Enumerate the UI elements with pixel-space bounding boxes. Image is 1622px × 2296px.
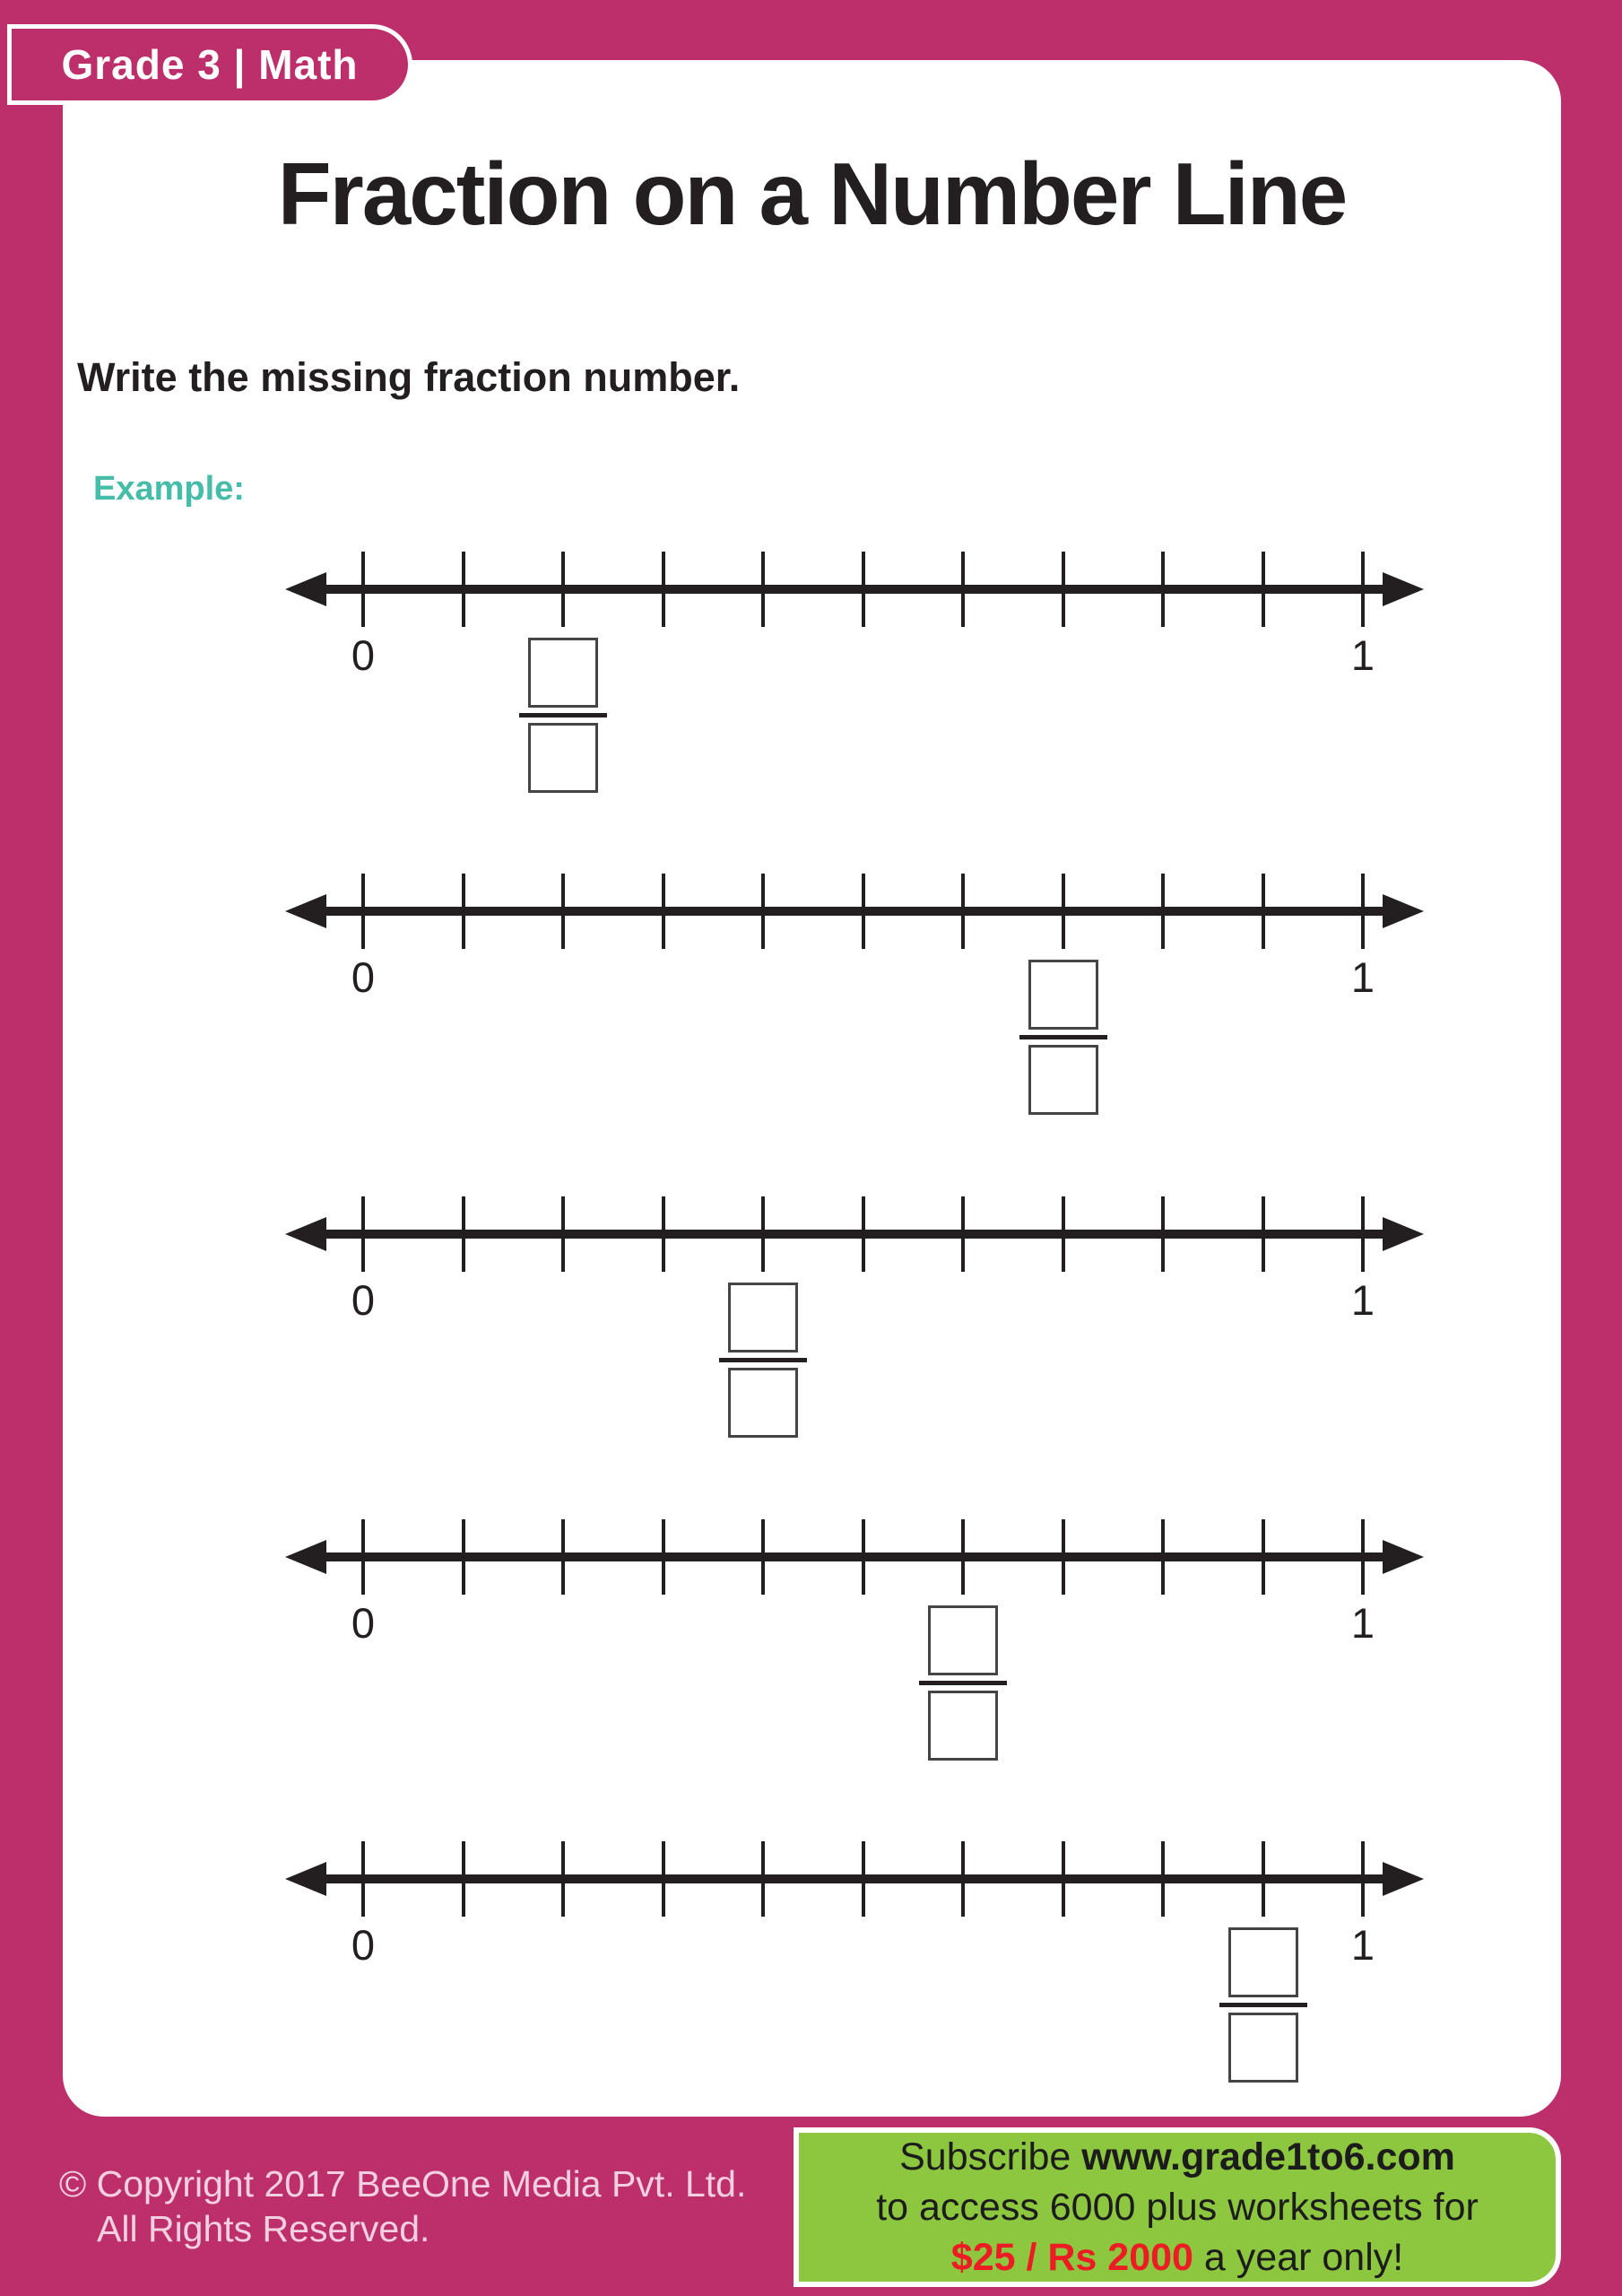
tick-mark (961, 1519, 965, 1595)
numerator-box[interactable] (1028, 960, 1098, 1030)
grade-badge (7, 24, 412, 105)
website-link[interactable]: www.grade1to6.com (1081, 2135, 1455, 2179)
tick-mark (561, 1519, 565, 1595)
end-label: 1 (1350, 953, 1375, 1001)
tick-mark (462, 1196, 465, 1272)
tick-mark (1062, 874, 1065, 949)
end-label: 1 (1350, 631, 1375, 679)
fraction-bar (719, 1358, 807, 1362)
tick-mark (462, 1519, 465, 1595)
fraction-bar (919, 1681, 1007, 1685)
fraction-bar (519, 713, 607, 718)
left-arrow-icon (285, 1217, 326, 1251)
tick-mark (462, 874, 465, 949)
numerator-box[interactable] (528, 638, 598, 708)
tick-mark (961, 874, 965, 949)
numerator-box[interactable] (728, 1283, 798, 1352)
tick-mark (761, 1841, 765, 1917)
subscribe-prefix: Subscribe (899, 2135, 1082, 2179)
subscribe-banner (794, 2127, 1561, 2287)
grade-badge-label: Grade 3 | Math (61, 41, 359, 88)
tick-mark (761, 1519, 765, 1595)
tick-mark (1361, 1841, 1365, 1917)
denominator-box[interactable] (728, 1368, 798, 1438)
tick-mark (361, 1519, 365, 1595)
tick-mark (761, 552, 765, 627)
fraction-answer (1019, 960, 1107, 1115)
tick-mark (662, 1841, 665, 1917)
tick-mark (862, 1196, 865, 1272)
tick-mark (761, 874, 765, 949)
tick-mark (1262, 1519, 1265, 1595)
tick-mark (361, 874, 365, 949)
tick-mark (1262, 1196, 1265, 1272)
left-arrow-icon (285, 572, 326, 606)
fraction-answer (719, 1283, 807, 1438)
page-title: Fraction on a Number Line (277, 144, 1347, 243)
left-arrow-icon (285, 894, 326, 928)
subscribe-line1 (899, 2132, 1455, 2182)
fraction-answer (919, 1605, 1007, 1761)
left-arrow-icon (285, 1540, 326, 1574)
tick-mark (1062, 1519, 1065, 1595)
tick-mark (1062, 1196, 1065, 1272)
tick-mark (761, 1196, 765, 1272)
tick-mark (862, 874, 865, 949)
instruction-text: Write the missing fraction number. (77, 354, 741, 400)
subscribe-line3 (951, 2232, 1403, 2283)
start-label: 0 (351, 631, 376, 679)
tick-mark (662, 1519, 665, 1595)
start-label: 0 (351, 1921, 376, 1969)
tick-mark (561, 1841, 565, 1917)
tick-mark (961, 552, 965, 627)
tick-mark (1161, 1196, 1165, 1272)
copyright-line2: All Rights Reserved. (97, 2208, 430, 2249)
tick-mark (1161, 874, 1165, 949)
denominator-box[interactable] (528, 723, 598, 793)
tick-mark (662, 552, 665, 627)
example-label: Example: (93, 470, 245, 508)
subscribe-line2: to access 6000 plus worksheets for (876, 2186, 1479, 2229)
tick-mark (1161, 1841, 1165, 1917)
tick-mark (1262, 1841, 1265, 1917)
tick-mark (361, 1841, 365, 1917)
tick-mark (1062, 1841, 1065, 1917)
tick-mark (1361, 552, 1365, 627)
fraction-answer (519, 638, 607, 793)
start-label: 0 (351, 1599, 376, 1647)
start-label: 0 (351, 953, 376, 1001)
tick-mark (462, 552, 465, 627)
tick-mark (662, 1196, 665, 1272)
right-arrow-icon (1383, 1540, 1424, 1574)
denominator-box[interactable] (1228, 2013, 1298, 2083)
tick-mark (862, 1841, 865, 1917)
tick-mark (662, 874, 665, 949)
denominator-box[interactable] (928, 1691, 998, 1761)
copyright-line1: © Copyright 2017 BeeOne Media Pvt. Ltd. (59, 2163, 747, 2205)
tick-mark (1062, 552, 1065, 627)
tick-mark (862, 552, 865, 627)
end-label: 1 (1350, 1276, 1375, 1324)
tick-mark (961, 1841, 965, 1917)
tick-mark (1262, 552, 1265, 627)
right-arrow-icon (1383, 1217, 1424, 1251)
left-arrow-icon (285, 1862, 326, 1896)
end-label: 1 (1350, 1921, 1375, 1969)
numerator-box[interactable] (928, 1605, 998, 1675)
right-arrow-icon (1383, 572, 1424, 606)
end-label: 1 (1350, 1599, 1375, 1647)
tick-mark (1361, 1196, 1365, 1272)
tick-mark (1361, 874, 1365, 949)
tick-mark (561, 1196, 565, 1272)
fraction-bar (1219, 2003, 1307, 2007)
subscribe-suffix: a year only! (1193, 2236, 1404, 2279)
fraction-bar (1019, 1035, 1107, 1039)
start-label: 0 (351, 1276, 376, 1324)
tick-mark (561, 552, 565, 627)
tick-mark (361, 1196, 365, 1272)
tick-mark (361, 552, 365, 627)
tick-mark (1161, 552, 1165, 627)
right-arrow-icon (1383, 894, 1424, 928)
right-arrow-icon (1383, 1862, 1424, 1896)
tick-mark (1361, 1519, 1365, 1595)
tick-mark (462, 1841, 465, 1917)
denominator-box[interactable] (1028, 1045, 1098, 1115)
tick-mark (561, 874, 565, 949)
tick-mark (1262, 874, 1265, 949)
fraction-answer (1219, 1927, 1307, 2083)
tick-mark (1161, 1519, 1165, 1595)
price-text: $25 / Rs 2000 (950, 2236, 1193, 2279)
tick-mark (961, 1196, 965, 1272)
numerator-box[interactable] (1228, 1927, 1298, 1997)
tick-mark (862, 1519, 865, 1595)
